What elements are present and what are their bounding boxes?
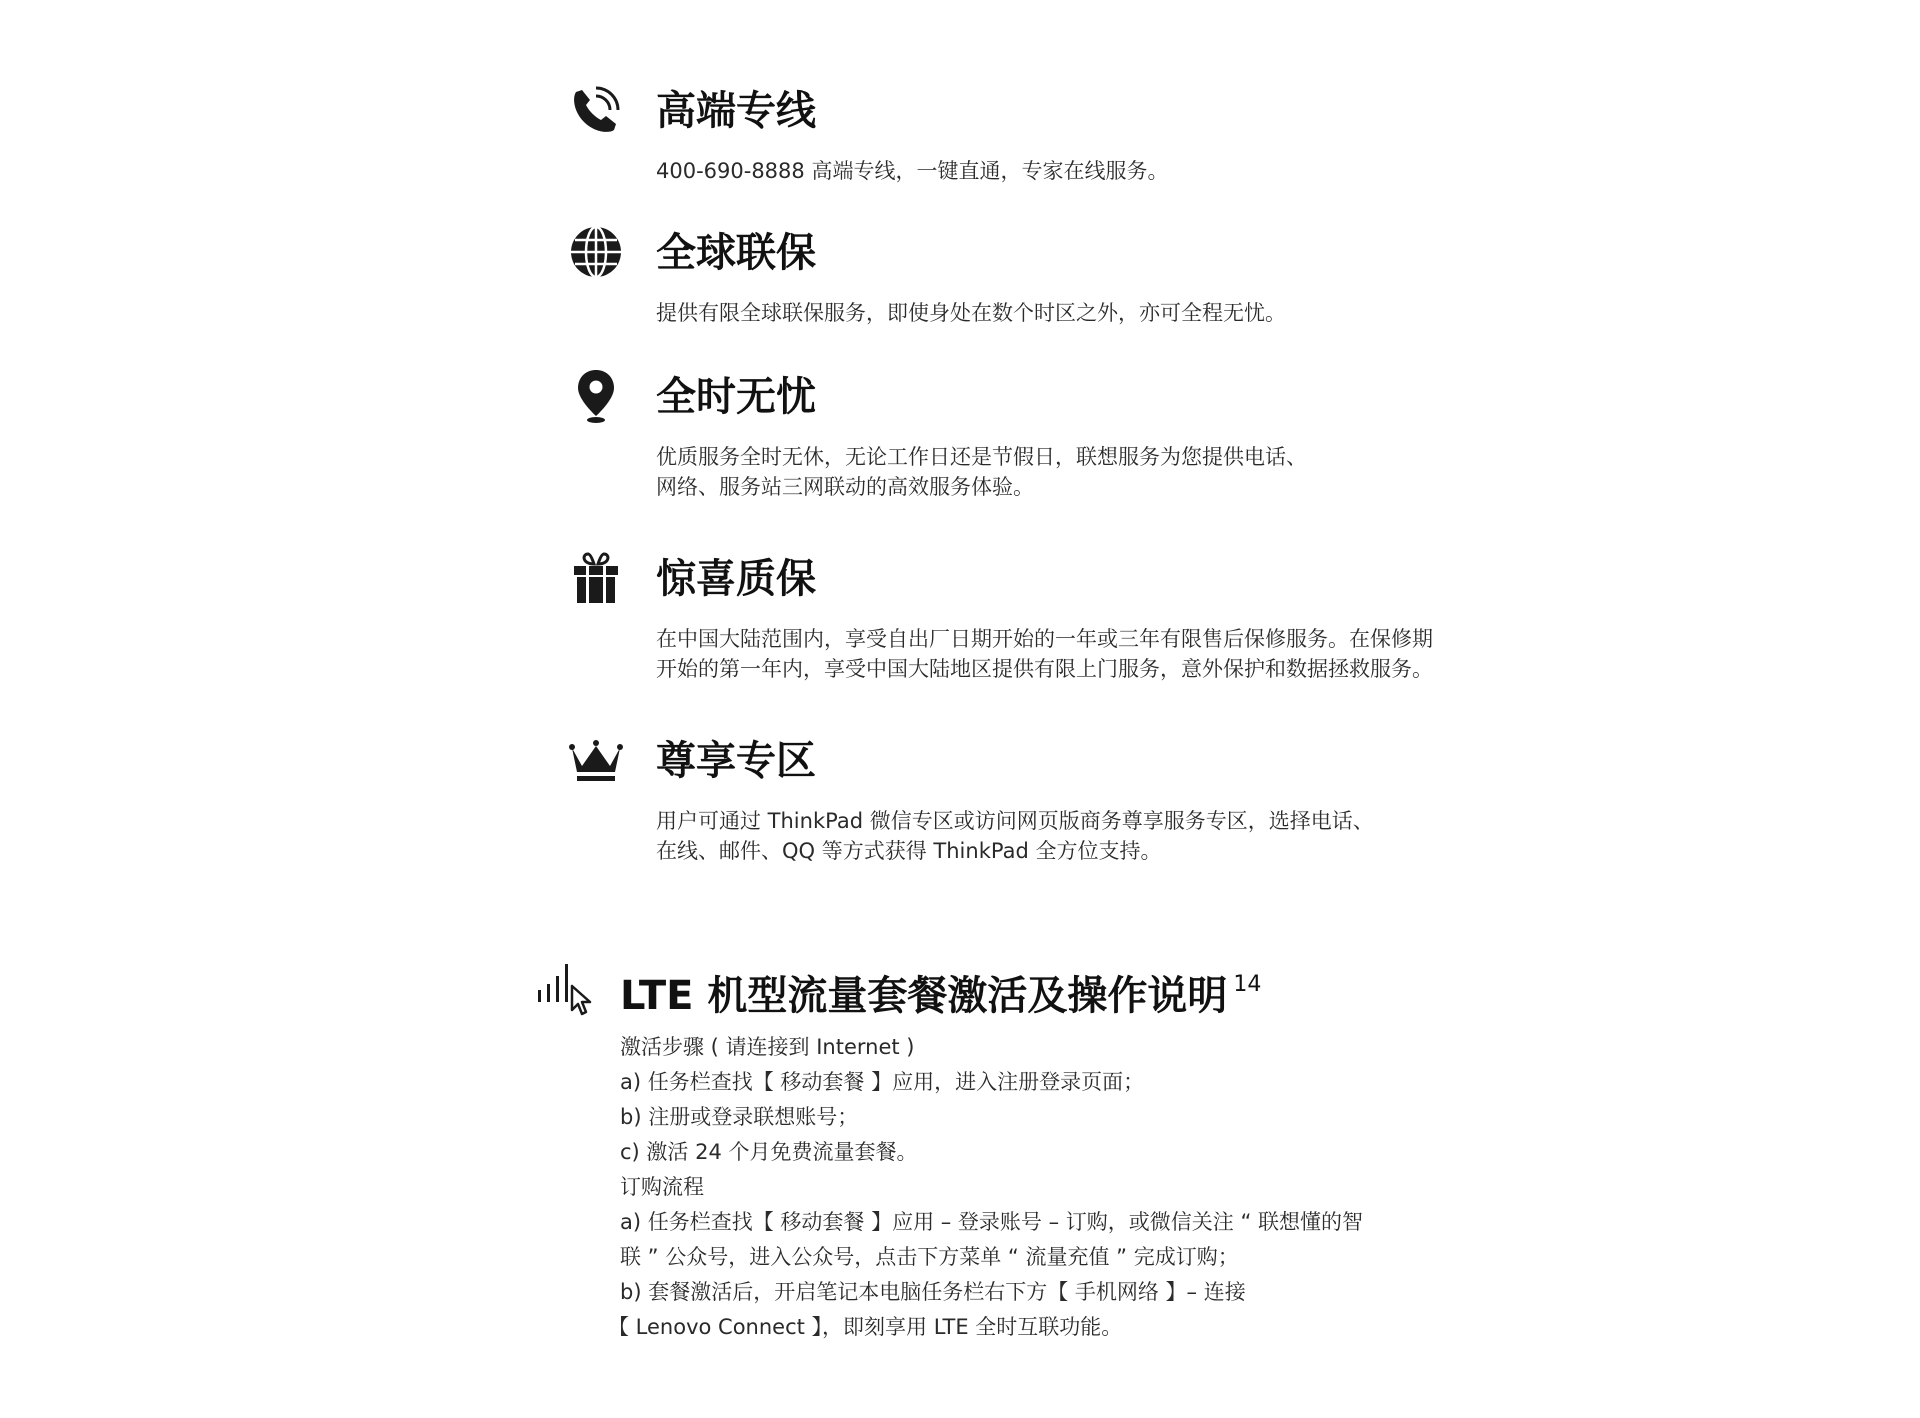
globe-icon — [568, 224, 624, 280]
step-item: 【 Lenovo Connect 】，即刻享用 LTE 全时互联功能。 — [608, 1315, 1123, 1339]
steps-heading: 订购流程 — [620, 1175, 704, 1199]
location-pin-icon — [568, 368, 624, 424]
feature-description — [656, 806, 1516, 866]
lte-title-text: LTE 机型流量套餐激活及操作说明 — [620, 973, 1228, 1019]
feature-description-line: 400-690-8888 高端专线，一键直通，专家在线服务。 — [656, 159, 1169, 183]
feature-description-line: 提供有限全球联保服务，即使身处在数个时区之外，亦可全程无忧。 — [656, 301, 1286, 325]
signal-cursor-icon — [536, 960, 596, 1016]
step-item: a) 任务栏查找【 移动套餐 】应用，进入注册登录页面； — [620, 1070, 1145, 1094]
lte-title — [620, 962, 1261, 1019]
step-item: 联 ” 公众号，进入公众号，点击下方菜单 “ 流量充值 ” 完成订购； — [620, 1245, 1239, 1269]
footnote-marker: 14 — [1233, 972, 1262, 997]
feature-description-line: 在线、邮件、QQ 等方式获得 ThinkPad 全方位支持。 — [656, 839, 1162, 863]
step-item: b) 套餐激活后，开启笔记本电脑任务栏右下方【 手机网络 】– 连接 — [620, 1280, 1246, 1304]
feature-title: 高端专线 — [656, 88, 816, 134]
phone-icon — [568, 82, 624, 138]
lte-steps — [608, 1030, 1520, 1345]
feature-title: 全时无忧 — [656, 374, 816, 420]
step-item: a) 任务栏查找【 移动套餐 】应用 – 登录账号 – 订购，或微信关注 “ 联想懂的智 — [620, 1210, 1364, 1234]
feature-description-line: 优质服务全时无休，无论工作日还是节假日，联想服务为您提供电话、 — [656, 445, 1307, 469]
feature-title: 全球联保 — [656, 230, 816, 276]
feature-description — [656, 442, 1516, 502]
gift-icon — [568, 550, 624, 606]
feature-description — [656, 624, 1516, 684]
feature-title: 惊喜质保 — [656, 556, 816, 602]
steps-heading: 激活步骤 ( 请连接到 Internet ) — [620, 1035, 915, 1059]
feature-description-line: 开始的第一年内，享受中国大陆地区提供有限上门服务，意外保护和数据拯救服务。 — [656, 657, 1433, 681]
feature-description-line: 在中国大陆范围内，享受自出厂日期开始的一年或三年有限售后保修服务。在保修期 — [656, 627, 1433, 651]
step-item: b) 注册或登录联想账号； — [620, 1105, 859, 1129]
feature-description-line: 网络、服务站三网联动的高效服务体验。 — [656, 475, 1034, 499]
crown-icon — [568, 732, 624, 788]
feature-description — [656, 156, 1516, 186]
step-item: c) 激活 24 个月免费流量套餐。 — [620, 1140, 918, 1164]
feature-description — [656, 298, 1516, 328]
feature-description-line: 用户可通过 ThinkPad 微信专区或访问网页版商务尊享服务专区，选择电话、 — [656, 809, 1374, 833]
feature-title: 尊享专区 — [656, 738, 816, 784]
